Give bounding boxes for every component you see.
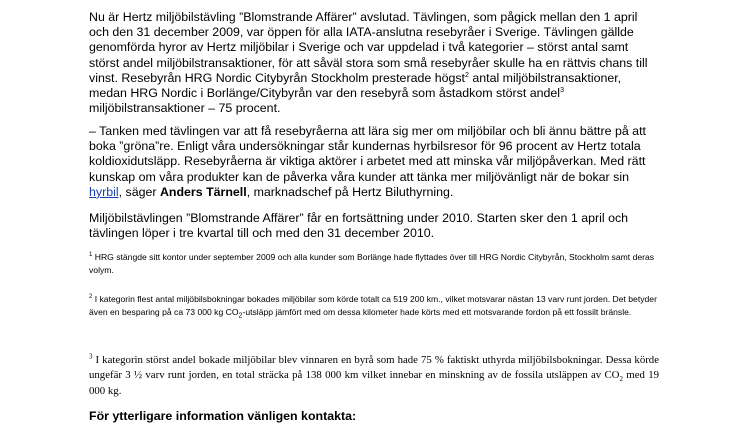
footnote-text: I kategorin flest antal miljöbilsbokningar bokades miljöbilar som körde totalt ca 519 200 km., vilket motsvarar nästan 13 varv runt jorden. Det betyder även en besparing på ca 73 000 kg CO [89,294,657,317]
paragraph-contest-summary [89,10,659,116]
paragraph-continuation [89,211,659,241]
footnote-text: I kategorin störst andel bokade miljöbilar blev vinnaren en byrå som hade 75 % faktiskt uthyrda miljöbilsbokningar. Dessa körde ungefär 3 ½ varv runt jorden, en total sträcka på 138 000 km vilket innebar en minskning av de fossila utsläppen av CO [89,353,659,382]
paragraph-quote [89,124,659,200]
footnote-text: -utsläpp jämfört med om dessa kilometer hade körts med ett motsvarande fordon på ett fossilt bränsle. [242,306,632,317]
paragraph-text: antal miljöbilstransaktioner, medan HRG Nordic i Borlänge/Citybyrån var den resebyrå som åstadkom störst andel [89,70,622,101]
footnote-2 [89,293,659,318]
speaker-name: Anders Tärnell [159,184,247,199]
paragraph-text: – Tanken med tävlingen var att få resebyråerna att lära sig mer om miljöbilar och bli ännu bättre på att boka ”gröna”re. Enligt våra undersökningar står kundernas hyrbilsresor för 96 procent av Hertz totala koldioxidutsläpp. Resebyråerna är viktiga aktörer i arbetet med att minska vår miljöpåverkan. Med rätt kunskap om våra produkter kan de påverka våra kunder att tänka mer miljövänligt när de bokar sin [89,124,646,184]
footnote-text: HRG stängde sitt kontor under september 2009 och alla kunder som Borlänge hade flyttades över till HRG Nordic Citybyrån, Stockholm samt deras volym. [89,252,655,275]
paragraph-text: Miljöbilstävlingen ”Blomstrande Affärer” får en fortsättning under 2010. Starten sker den 1 april och tävlingen löper i tre kvartal till och med den 31 december 2010. [89,211,629,241]
footnote-number: 1 [89,252,93,259]
paragraph-text: Nu är Hertz miljöbilstävling ”Blomstrande Affärer” avslutad. Tävlingen, som pågick mellan den 1 april och den 31 december 2009, var öppen för alla IATA-anslutna resebyråer i Sverige. Tävlingen gällde genomförda hyror av Hertz miljöbilar i Sverige och var uppdelad i två kategorier – störst antal samt störst andel miljöbilstransaktioner, för att såväl stora som små resebyråer skulle ha en rättvis chans till vinst. Resebyrån HRG Nordic Citybyrån Stockholm presterade högst [89,10,648,85]
footnote-ref-2: 2 [465,71,469,79]
footnote-1 [89,251,659,276]
footnote-number: 2 [89,294,93,301]
co2-subscript: 2 [238,312,243,320]
footnote-3 [89,353,659,399]
hyrbil-link[interactable]: hyrbil [89,184,119,199]
footnote-text: med 19 000 kg. [89,369,660,397]
contact-heading: För ytterligare information vänligen kontakta: [89,409,357,423]
paragraph-text: , säger [118,184,160,199]
footnote-ref-3: 3 [560,86,564,94]
paragraph-text: , marknadschef på Hertz Biluthyrning. [246,184,454,199]
co2-subscript: 2 [619,375,623,384]
footnote-number: 3 [89,352,93,361]
paragraph-text: miljöbilstransaktioner – 75 procent. [89,101,281,116]
